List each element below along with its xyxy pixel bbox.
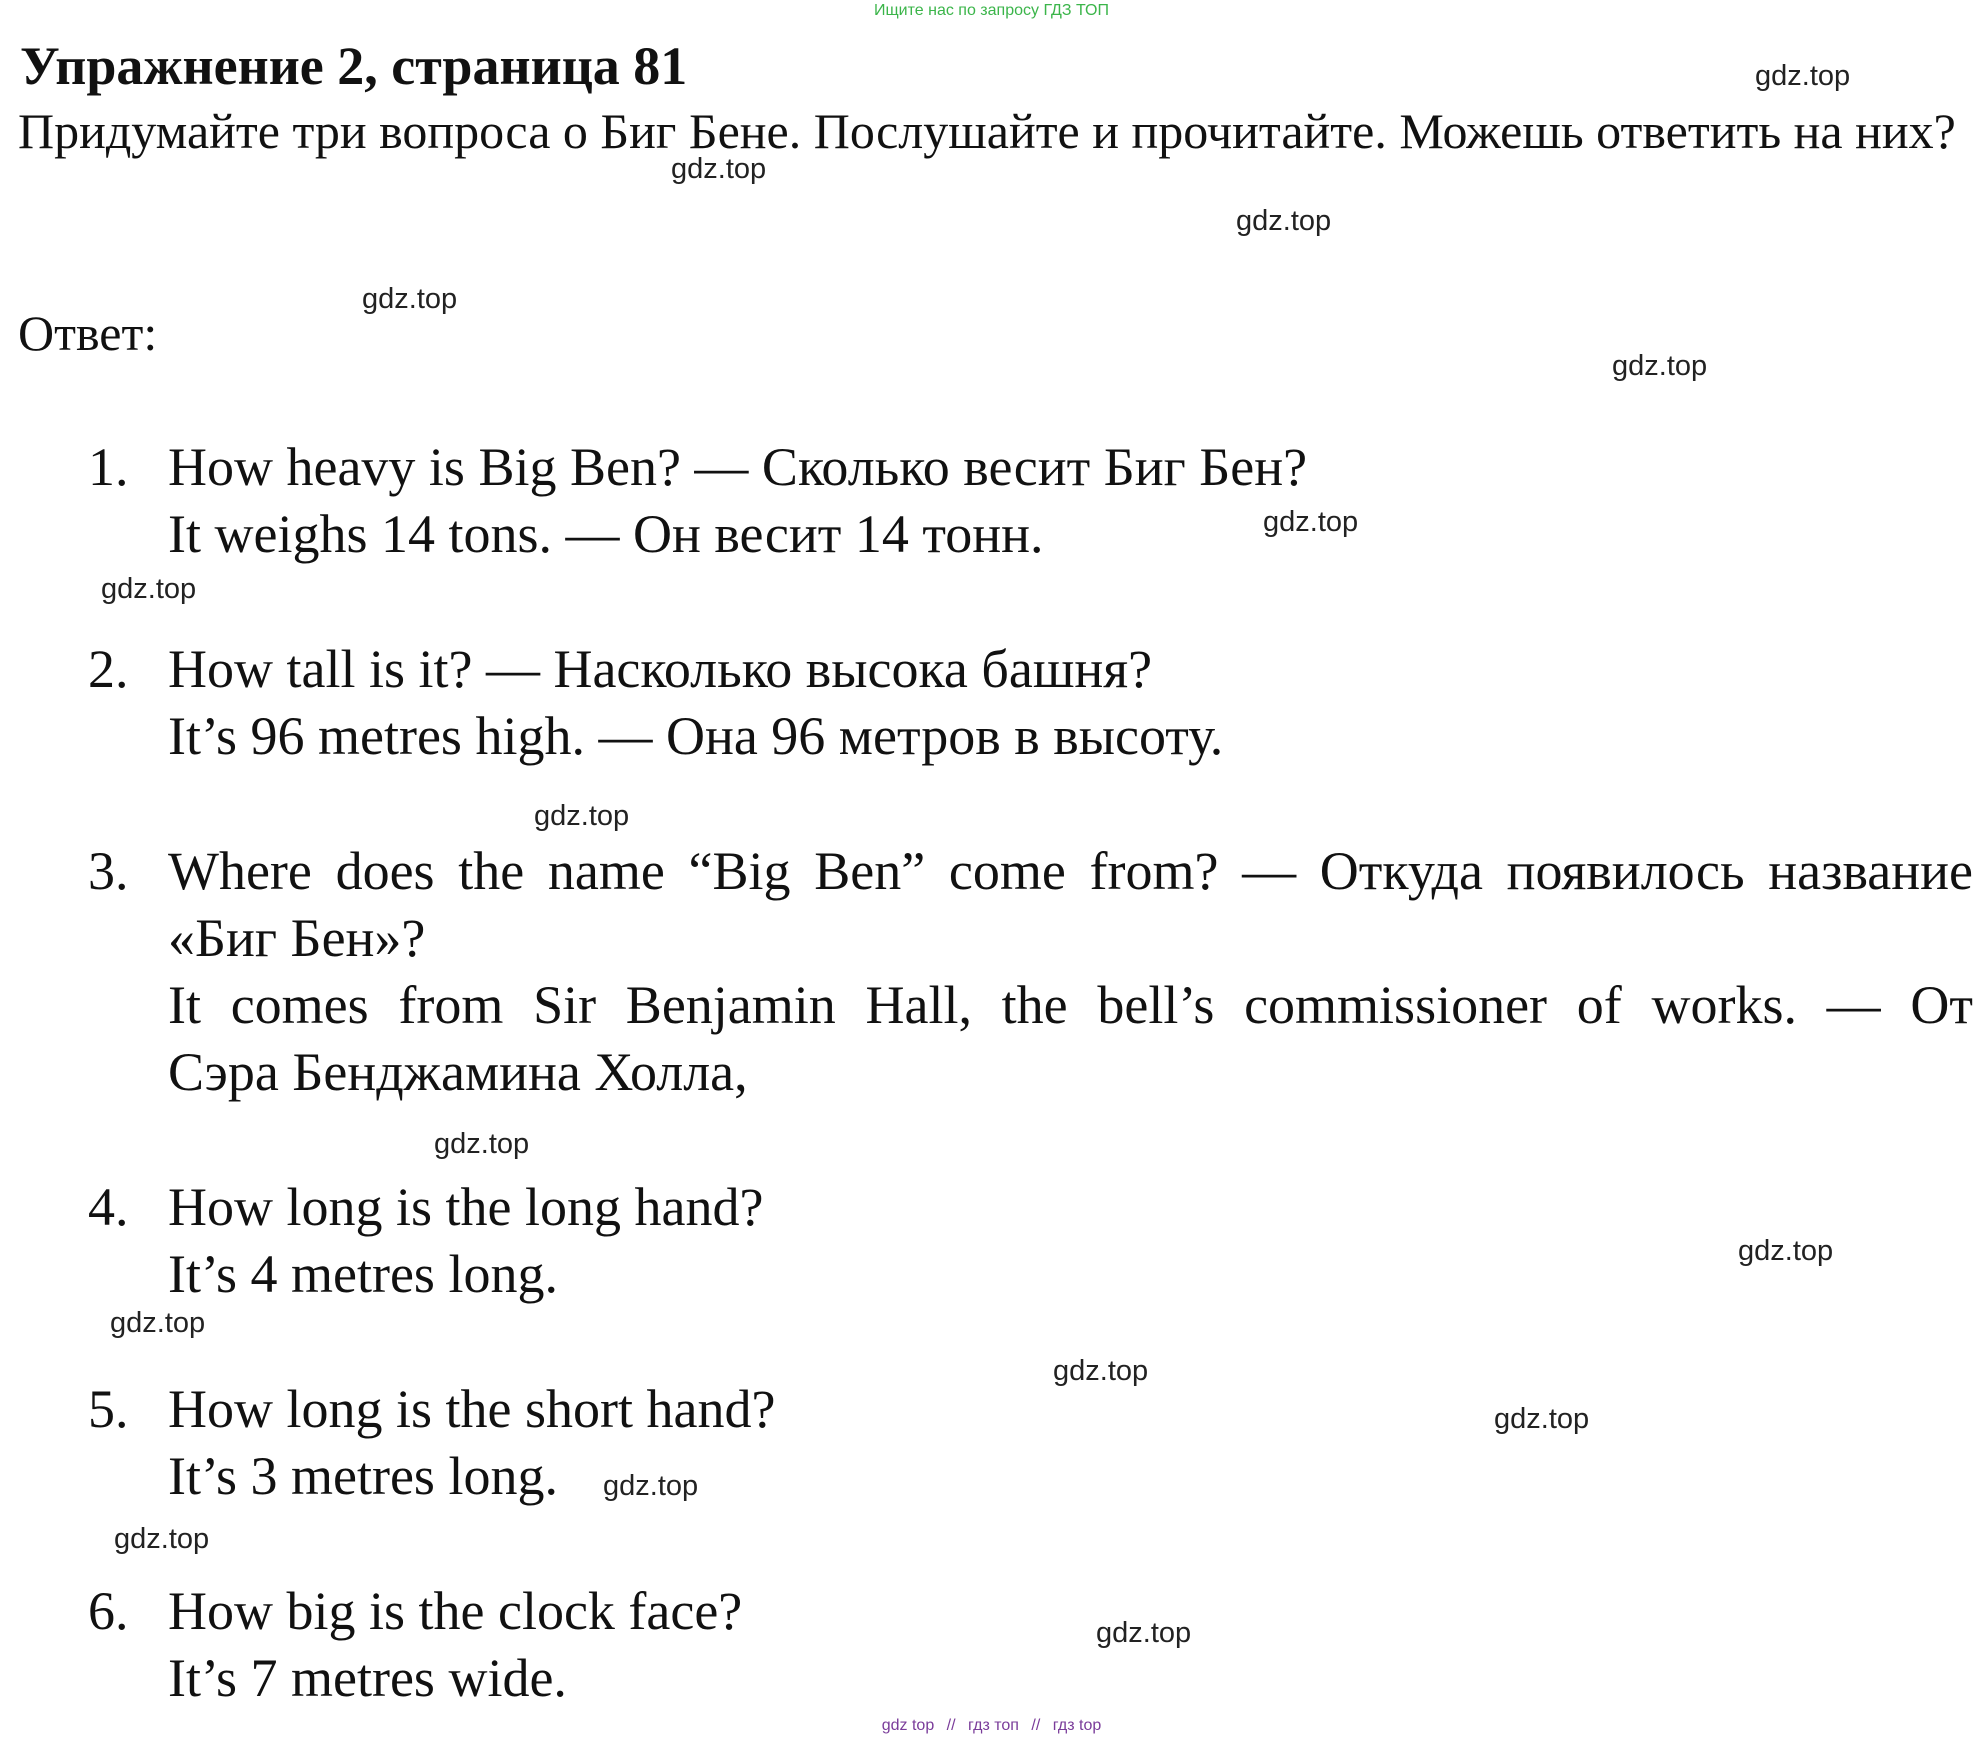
watermark: gdz.top — [434, 1128, 530, 1160]
watermark: gdz.top — [110, 1307, 206, 1339]
item-question: Where does the name “Big Ben” come from? — Откуда появилось название — [168, 841, 1973, 901]
item-answer: It comes from Sir Benjamin Hall, the bell’s commissioner of works. — От — [168, 975, 1973, 1035]
watermark: gdz.top — [1755, 60, 1851, 92]
item-number: 1. — [88, 437, 129, 497]
footer-note — [0, 1717, 1983, 1735]
page-title: Упражнение 2, страница 81 — [20, 36, 688, 96]
answer-item-3 — [88, 838, 1973, 1106]
answer-label: Ответ: — [18, 305, 158, 361]
footer-separator: // — [946, 1717, 956, 1734]
answer-item-4 — [88, 1174, 1973, 1308]
watermark: gdz.top — [114, 1523, 210, 1555]
item-question: How heavy is Big Ben? — Сколько весит Биг Бен? — [168, 437, 1308, 497]
answer-item-5 — [88, 1376, 1973, 1510]
item-question-continued: «Биг Бен»? — [168, 908, 426, 968]
top-search-note: Ищите нас по запросу ГДЗ ТОП — [874, 2, 1109, 19]
watermark: gdz.top — [603, 1470, 699, 1502]
watermark: gdz.top — [1096, 1617, 1192, 1649]
watermark: gdz.top — [1053, 1355, 1149, 1387]
answer-item-2 — [88, 636, 1973, 770]
watermark: gdz.top — [1738, 1235, 1834, 1267]
watermark: gdz.top — [1263, 506, 1359, 538]
watermark: gdz.top — [1236, 205, 1332, 237]
item-answer: It’s 4 metres long. — [168, 1244, 558, 1304]
footer-separator: // — [1031, 1717, 1041, 1734]
answer-item-6 — [88, 1578, 1973, 1712]
watermark: gdz.top — [534, 800, 630, 832]
task-text: Придумайте три вопроса о Биг Бене. Послушайте и прочитайте. Можешь ответить на них? — [18, 103, 1956, 159]
watermark: gdz.top — [1612, 350, 1708, 382]
item-number: 5. — [88, 1379, 129, 1439]
watermark: gdz.top — [101, 573, 197, 605]
footer-text: гдз top — [1052, 1717, 1102, 1734]
watermark: gdz.top — [362, 283, 458, 315]
item-number: 6. — [88, 1581, 129, 1641]
item-question: How long is the short hand? — [168, 1379, 776, 1439]
item-number: 2. — [88, 639, 129, 699]
item-answer: It weighs 14 tons. — Он весит 14 тонн. — [168, 504, 1044, 564]
item-question: How tall is it? — Насколько высока башня? — [168, 639, 1153, 699]
item-answer: It’s 7 metres wide. — [168, 1648, 567, 1708]
item-number: 3. — [88, 841, 129, 901]
item-answer: It’s 3 metres long. — [168, 1446, 558, 1506]
watermark: gdz.top — [1494, 1403, 1590, 1435]
footer-text: гдз топ — [968, 1717, 1019, 1734]
item-question: How long is the long hand? — [168, 1177, 764, 1237]
answer-item-1 — [88, 434, 1973, 568]
item-answer: It’s 96 metres high. — Она 96 метров в высоту. — [168, 706, 1224, 766]
item-answer-continued: Сэра Бенджамина Холла, — [168, 1042, 748, 1102]
item-question: How big is the clock face? — [168, 1581, 743, 1641]
footer-text: gdz top — [881, 1717, 935, 1734]
item-number: 4. — [88, 1177, 129, 1237]
watermark: gdz.top — [671, 153, 767, 185]
